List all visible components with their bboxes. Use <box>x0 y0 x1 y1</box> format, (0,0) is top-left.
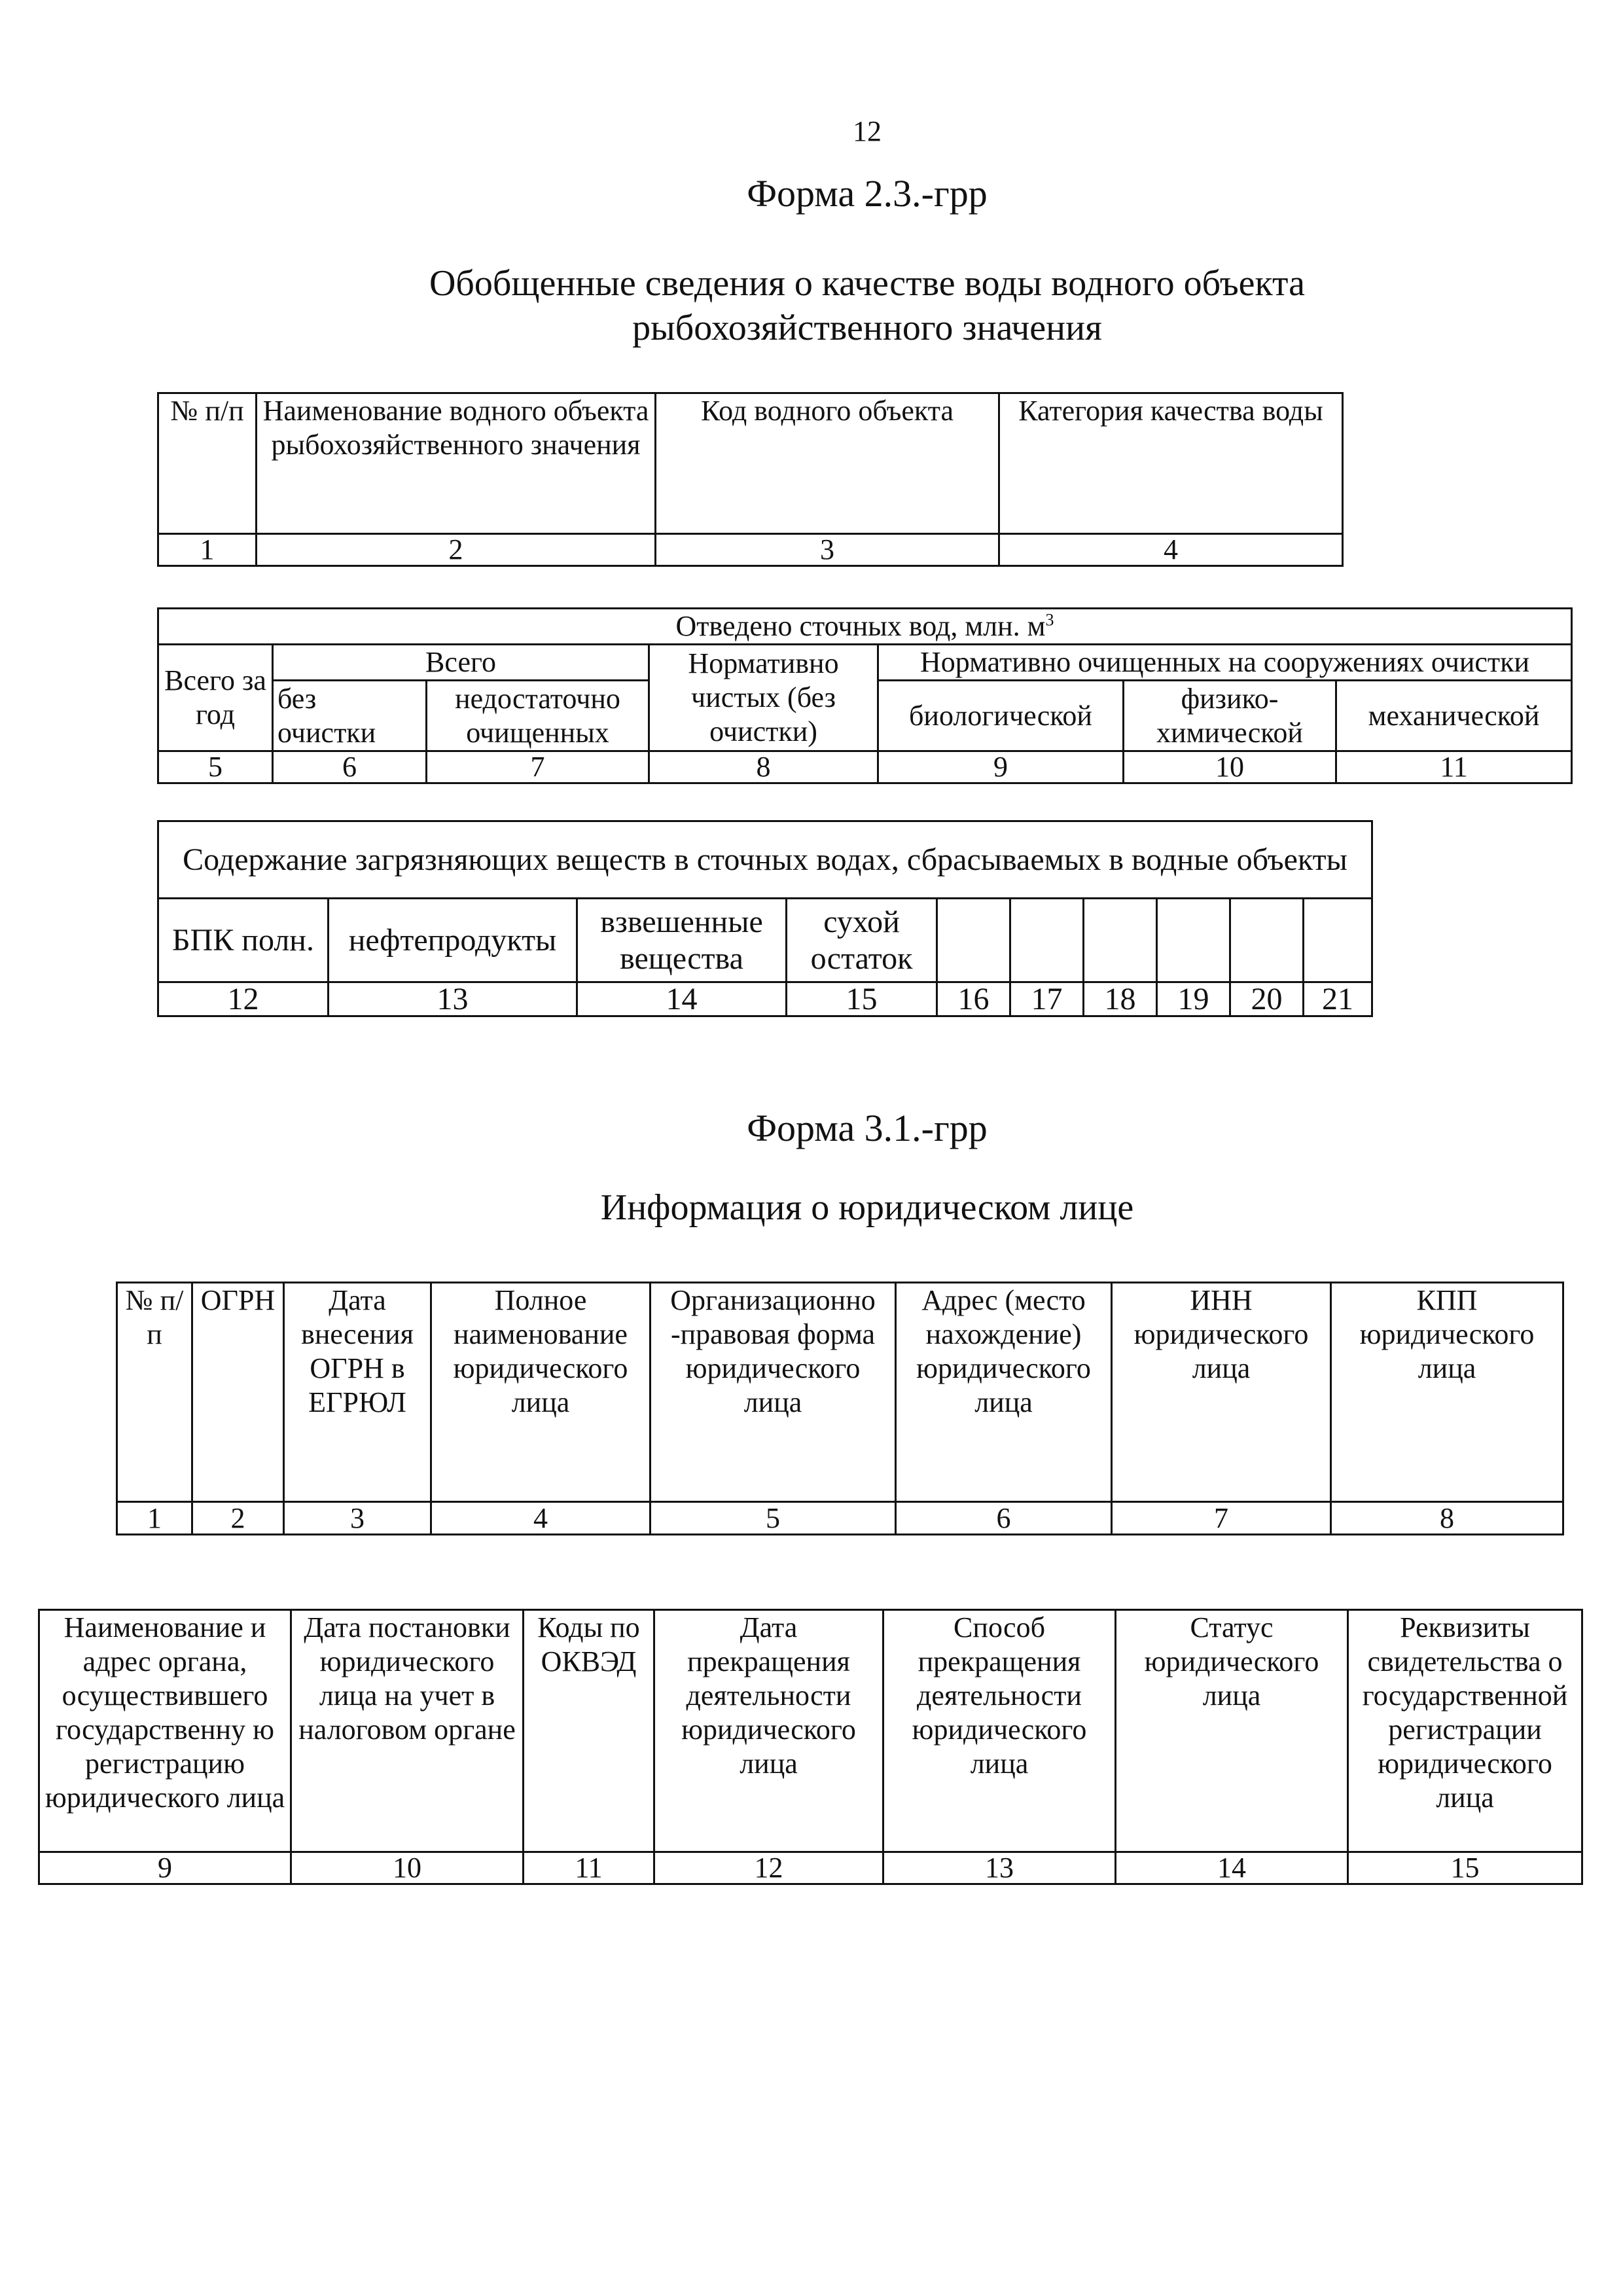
pollutants-header: Содержание загрязняющих веществ в сточных водах, сбрасываемых в водные объекты <box>158 821 1372 899</box>
col-header-termination-method: Способ прекращения деятельности юридического лица <box>883 1610 1116 1852</box>
col-header-oil-products: нефтепродукты <box>329 899 577 982</box>
column-number: 17 <box>1010 982 1084 1016</box>
form-2-3-heading-line2: рыбохозяйственного значения <box>632 308 1102 348</box>
column-number: 11 <box>524 1852 654 1884</box>
column-number: 10 <box>291 1852 524 1884</box>
column-number: 15 <box>1348 1852 1582 1884</box>
column-number: 6 <box>896 1502 1112 1535</box>
col-header-mechanical: механической <box>1336 681 1572 751</box>
col-header-water-object-code: Код водного объекта <box>656 393 999 534</box>
col-header-okved-codes: Коды по ОКВЭД <box>524 1610 654 1852</box>
col-header-total: Всего <box>273 645 649 681</box>
col-header-tax-registration-date: Дата постановки юридического лица на учет в налоговом органе <box>291 1610 524 1852</box>
col-header-bpk: БПК полн. <box>158 899 329 982</box>
column-number: 16 <box>937 982 1010 1016</box>
water-object-table <box>157 392 1344 567</box>
column-number: 13 <box>883 1852 1116 1884</box>
form-3-1-title: Форма 3.1.-грр <box>747 1107 988 1149</box>
col-header-termination-date: Дата прекращения деятельности юридического лица <box>654 1610 883 1852</box>
column-number: 18 <box>1084 982 1157 1016</box>
form-3-1-heading: Информация о юридическом лице <box>600 1187 1134 1228</box>
empty-cell <box>937 899 1010 982</box>
column-number: 9 <box>878 751 1124 783</box>
column-number: 14 <box>577 982 787 1016</box>
column-number: 9 <box>39 1852 291 1884</box>
column-number: 2 <box>192 1502 284 1535</box>
column-number: 8 <box>1331 1502 1563 1535</box>
col-header-water-object-name: Наименование водного объекта рыбохозяйственного значения <box>257 393 656 534</box>
col-header-legal-form: Организационно -правовая форма юридического лица <box>651 1283 896 1502</box>
col-header-full-name: Полное наименование юридического лица <box>431 1283 651 1502</box>
column-number: 19 <box>1157 982 1230 1016</box>
col-header-ogrn: ОГРН <box>192 1283 284 1502</box>
legal-entity-table <box>116 1282 1564 1535</box>
column-number: 3 <box>284 1502 431 1535</box>
col-header-number: № п/п <box>117 1283 192 1502</box>
empty-cell <box>1010 899 1084 982</box>
column-number: 5 <box>651 1502 896 1535</box>
column-number: 20 <box>1230 982 1304 1016</box>
col-header-number: № п/п <box>158 393 257 534</box>
legal-entity-registration-table <box>38 1609 1583 1885</box>
col-header-kpp: КПП юридического лица <box>1331 1283 1563 1502</box>
column-number: 3 <box>656 534 999 566</box>
column-number: 10 <box>1124 751 1336 783</box>
column-number: 7 <box>1112 1502 1331 1535</box>
discharged-wastewater-header: Отведено сточных вод, млн. $м^3$ <box>158 609 1572 645</box>
col-header-suspended-solids: взвешенные вещества <box>577 899 787 982</box>
column-number: 4 <box>431 1502 651 1535</box>
column-number: 7 <box>427 751 649 783</box>
empty-cell <box>1230 899 1304 982</box>
column-number: 14 <box>1116 1852 1348 1884</box>
column-number: 12 <box>654 1852 883 1884</box>
col-header-dry-residue: сухой остаток <box>787 899 937 982</box>
column-number: 12 <box>158 982 329 1016</box>
col-header-ogrn-date: Дата внесения ОГРН в ЕГРЮЛ <box>284 1283 431 1502</box>
column-number: 2 <box>257 534 656 566</box>
column-number: 5 <box>158 751 273 783</box>
pollutants-table <box>157 820 1373 1017</box>
col-header-normative-treated: Нормативно очищенных на сооружениях очистки <box>878 645 1572 681</box>
col-header-quality-category: Категория качества воды <box>999 393 1343 534</box>
col-header-status: Статус юридического лица <box>1116 1610 1348 1852</box>
col-header-normative-clean: Нормативно чистых (без очистки) <box>649 645 878 751</box>
col-header-physchem: физико-химической <box>1124 681 1336 751</box>
form-2-3-title: Форма 2.3.-грр <box>747 172 988 215</box>
column-number: 15 <box>787 982 937 1016</box>
column-number: 6 <box>273 751 427 783</box>
col-header-no-treatment: без очистки <box>273 681 427 751</box>
column-number: 21 <box>1304 982 1372 1016</box>
column-number: 4 <box>999 534 1343 566</box>
col-header-biological: биологической <box>878 681 1124 751</box>
empty-cell <box>1084 899 1157 982</box>
page-number: 12 <box>853 115 882 147</box>
col-header-certificate-details: Реквизиты свидетельства о государственной регистрации юридического лица <box>1348 1610 1582 1852</box>
form-2-3-heading-line1: Обобщенные сведения о качестве воды водного объекта <box>429 263 1306 304</box>
col-header-address: Адрес (место нахождение) юридического лица <box>896 1283 1112 1502</box>
col-header-insufficient: недостаточно очищенных <box>427 681 649 751</box>
column-number: 1 <box>158 534 257 566</box>
column-number: 13 <box>329 982 577 1016</box>
column-number: 11 <box>1336 751 1572 783</box>
wastewater-table <box>157 607 1573 784</box>
col-header-inn: ИНН юридического лица <box>1112 1283 1331 1502</box>
col-header-total-per-year: Всего за год <box>158 645 273 751</box>
col-header-registering-authority: Наименование и адрес органа, осуществившего государственну ю регистрацию юридического лица <box>39 1610 291 1852</box>
column-number: 1 <box>117 1502 192 1535</box>
column-number: 8 <box>649 751 878 783</box>
empty-cell <box>1304 899 1372 982</box>
empty-cell <box>1157 899 1230 982</box>
